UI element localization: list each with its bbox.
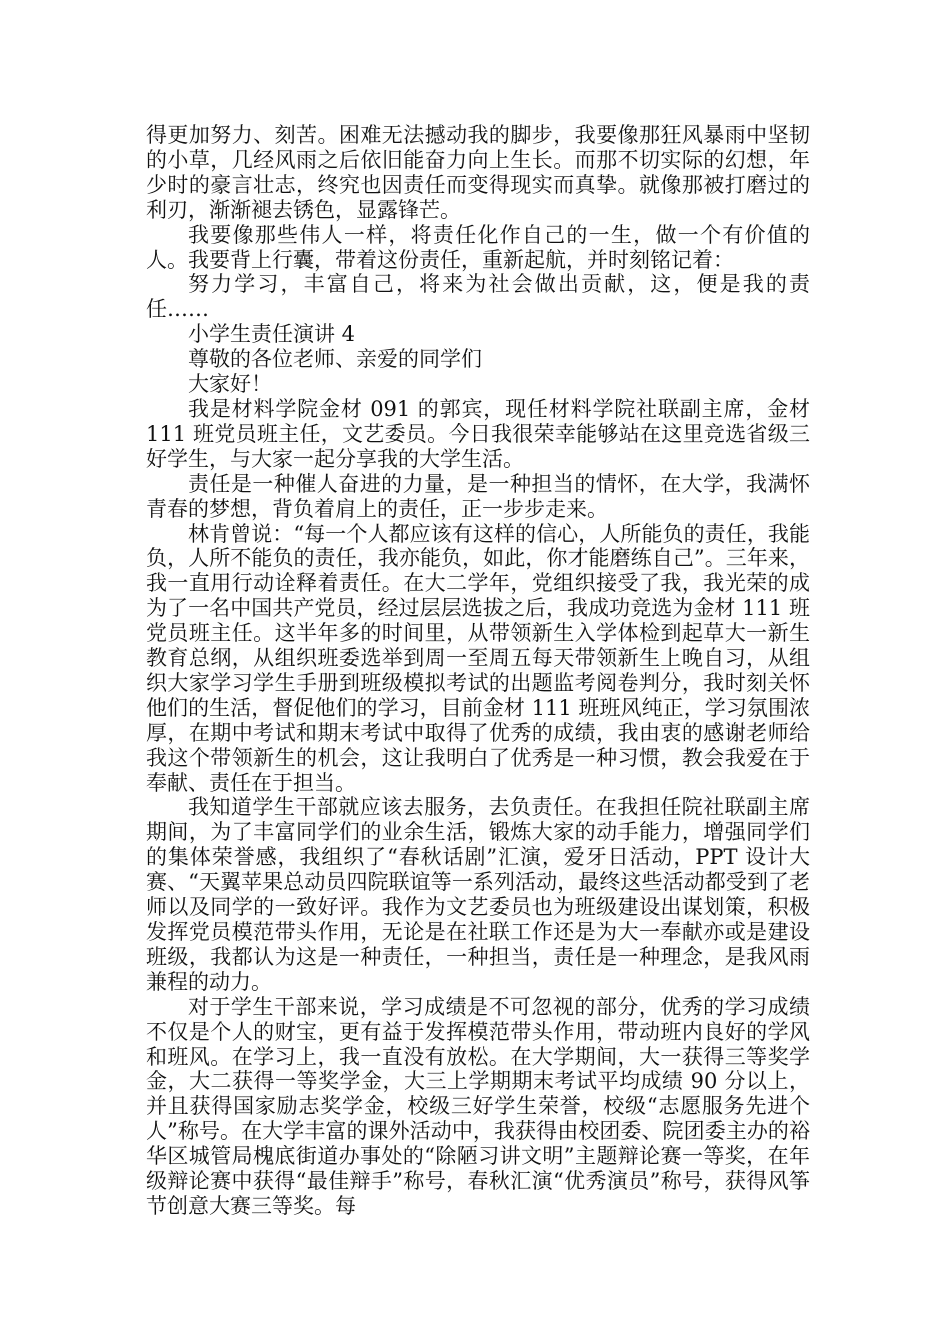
paragraph: 对于学生干部来说，学习成绩是不可忽视的部分，优秀的学习成绩不仅是个人的财宝，更有益于发挥模范带头作用，带动班内良好的学风和班风。在学习上，我一直没有放松。在大学期间，大一获得三等奖学金，大二获得一等奖学金，大三上学期期末考试平均成绩 90 分以上，并且获得国家励志奖学金，校级三好学生荣誉，校级“志愿服务先进个人”称号。在大学丰富的课外活动中，我获得由校团委、院团委主办的裕华区城管局槐底街道办事处的“除陋习讲文明”主题辩论赛一等奖，在年级辩论赛中获得“最佳辩手”称号，春秋汇演“优秀演员”称号，获得风筝节创意大赛三等奖。每	[146, 994, 810, 1218]
greeting: 大家好！	[188, 372, 272, 397]
paragraph: 努力学习，丰富自己，将来为社会做出贡献，这，便是我的责任……	[146, 272, 810, 322]
document-body	[146, 123, 810, 1219]
paragraph: 林肯曾说：“每一个人都应该有这样的信心，人所能负的责任，我能负，人所不能负的责任，我亦能负，如此，你才能磨练自己”。三年来，我一直用行动诠释着责任。在大二学年，党组织接受了我，我光荣的成为了一名中国共产党员，经过层层选拔之后，我成功竞选为金材 111 班党员班主任。这半年多的时间里，从带领新生入学体检到起草大一新生教育总纲，从组织班委选举到周一至周五每天带领新生上晚自习，从组织大家学习学生手册到班级模拟考试的出题监考阅卷判分，我时刻关怀他们的生活，督促他们的学习，目前金材 111 班班风纯正，学习氛围浓厚，在期中考试和期末考试中取得了优秀的成绩，我由衷的感谢老师给我这个带领新生的机会，这让我明白了优秀是一种习惯，教会我爱在于奉献、责任在于担当。	[146, 521, 810, 795]
paragraph: 责任是一种催人奋进的力量，是一种担当的情怀，在大学，我满怀青春的梦想，背负着肩上的责任，正一步步走来。	[146, 471, 810, 521]
section-heading: 小学生责任演讲 4	[188, 322, 356, 347]
paragraph-continuation: 得更加努力、刻苦。困难无法撼动我的脚步，我要像那狂风暴雨中坚韧的小草，几经风雨之后依旧能奋力向上生长。而那不切实际的幻想，年少时的豪言壮志，终究也因责任而变得现实而真挚。就像那被打磨过的利刃，渐渐褪去锈色，显露锋芒。	[146, 123, 810, 222]
paragraph: 我要像那些伟人一样，将责任化作自己的一生，做一个有价值的人。我要背上行囊，带着这份责任，重新起航，并时刻铭记着：	[146, 222, 810, 272]
salutation: 尊敬的各位老师、亲爱的同学们	[188, 347, 482, 372]
paragraph: 我是材料学院金材 091 的郭宾，现任材料学院社联副主席，金材 111 班党员班主任，文艺委员。今日我很荣幸能够站在这里竞选省级三好学生，与大家一起分享我的大学生活。	[146, 396, 810, 471]
paragraph: 我知道学生干部就应该去服务，去负责任。在我担任院社联副主席期间，为了丰富同学们的业余生活，锻炼大家的动手能力，增强同学们的集体荣誉感，我组织了“春秋话剧”汇演，爱牙日活动，PPT 设计大赛、“天翼苹果总动员四院联谊等一系列活动，最终这些活动都受到了老师以及同学的一致好评。我作为文艺委员也为班级建设出谋划策，积极发挥党员模范带头作用，无论是在社联工作还是为大一奉献亦或是建设班级，我都认为这是一种责任，一种担当，责任是一种理念，是我风雨兼程的动力。	[146, 795, 810, 994]
